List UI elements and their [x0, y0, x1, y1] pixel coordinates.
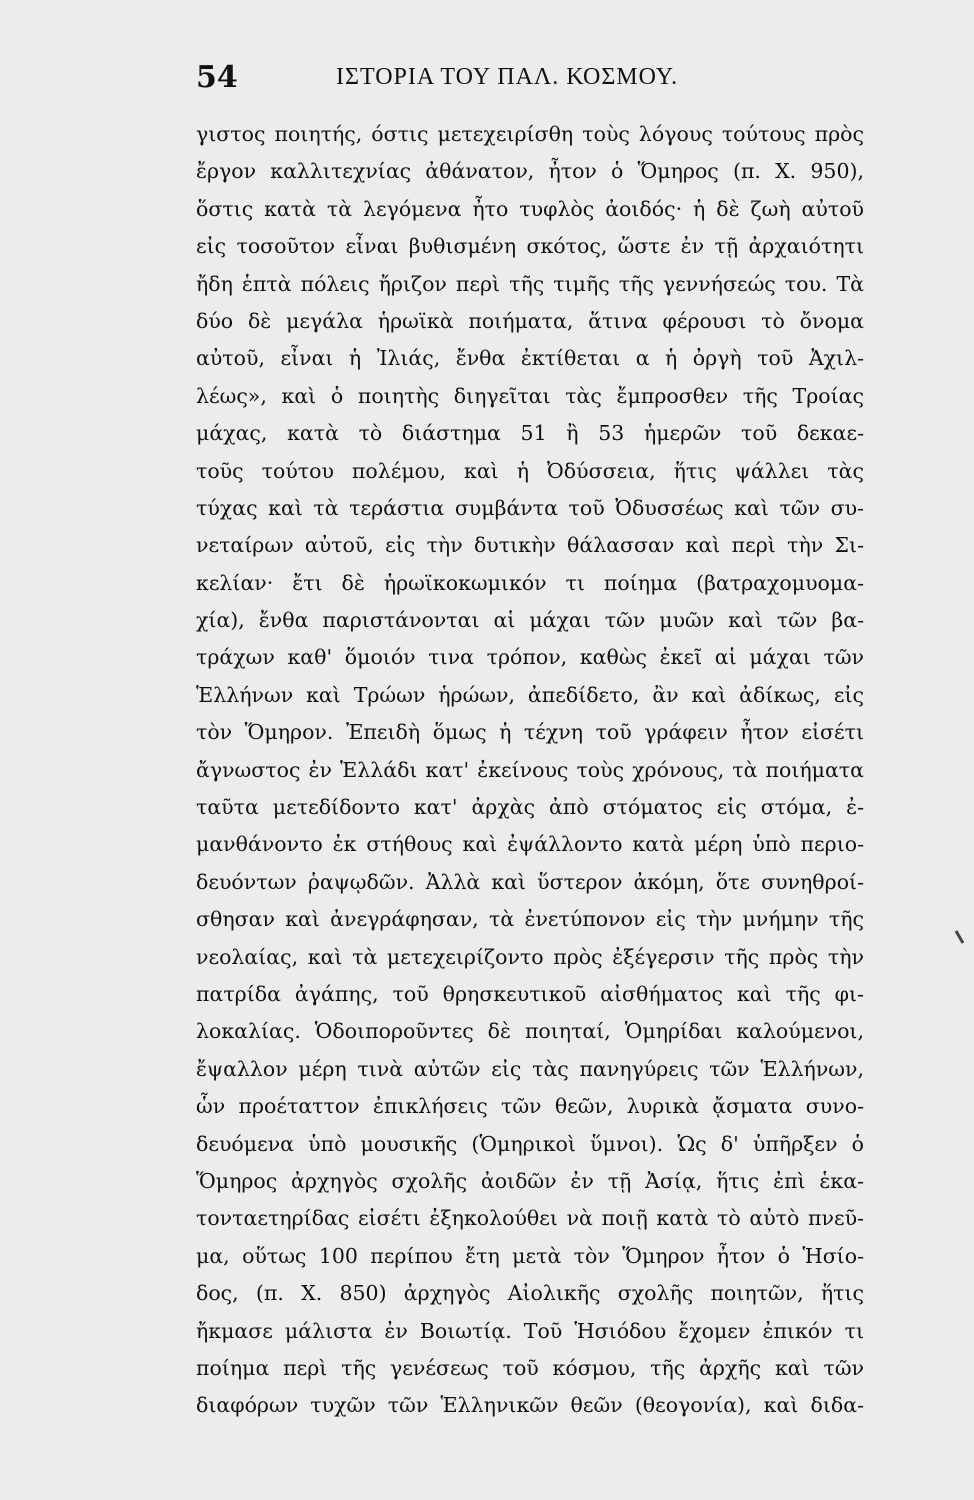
running-head: ΙΣΤΟΡΙΑ ΤΟΥ ΠΑΛ. ΚΟΣΜΟΥ. — [336, 64, 679, 90]
text-line: εἰς τοσοῦτον εἶναι βυθισμένη σκότος, ὥστε ἐν τῇ ἀρχαιότητι — [196, 234, 864, 259]
text-line: ἄγνωστος ἐν Ἑλλάδι κατ' ἐκείνους τοὺς χρόνους, τὰ ποιήματα — [196, 757, 864, 782]
text-line: γιστος ποιητής, όστις μετεχειρίσθη τοὺς λόγους τούτους πρὸς — [196, 122, 864, 146]
text-line: Ἑλλήνων καὶ Τρώων ἡρώων, ἀπεδίδετο, ἂν καὶ ἀδίκως, εἰς — [196, 682, 864, 707]
print-speck — [955, 930, 965, 944]
text-line: ἤκμασε μάλιστα ἐν Βοιωτίᾳ. Τοῦ Ἡσιόδου ἔχομεν ἐπικόν τι — [196, 1318, 864, 1343]
text-line: μάχας, κατὰ τὸ διάστημα 51 ἢ 53 ἡμερῶν τοῦ δεκαε- — [196, 421, 864, 446]
text-line: αὐτοῦ, εἶναι ἡ Ἰλιάς, ἔνθα ἐκτίθεται α ἡ ὀργὴ τοῦ Ἀχιλ- — [196, 346, 864, 371]
text-line: ταῦτα μετεδίδοντο κατ' ἀρχὰς ἀπὸ στόματος εἰς στόμα, ἐ- — [196, 795, 864, 820]
text-line: δευόμενα ὑπὸ μουσικῆς (Ὁμηρικοὶ ὕμνοι). Ὡς δ' ὑπῆρξεν ὁ — [196, 1131, 864, 1156]
text-line: πατρίδα ἀγάπης, τοῦ θρησκευτικοῦ αἰσθήματος καὶ τῆς φι- — [196, 981, 864, 1006]
text-line: μανθάνοντο ἐκ στήθους καὶ ἐψάλλοντο κατὰ μέρη ὑπὸ περιο- — [196, 832, 864, 857]
text-line: ποίημα περὶ τῆς γενέσεως τοῦ κόσμου, τῆς ἀρχῆς καὶ τῶν — [196, 1355, 864, 1380]
text-line: λέως», καὶ ὁ ποιητὴς διηγεῖται τὰς ἔμπροσθεν τῆς Τροίας — [196, 383, 864, 408]
text-line: ἤδη ἑπτὰ πόλεις ἤριζον περὶ τῆς τιμῆς τῆς γεννήσεώς του. Τὰ — [196, 271, 864, 296]
text-line: τύχας καὶ τὰ τεράστια συμβάντα τοῦ Ὀδυσσέως καὶ τῶν συ- — [196, 495, 864, 520]
text-line: ἔψαλλον μέρη τινὰ αὐτῶν εἰς τὰς πανηγύρεις τῶν Ἑλλήνων, — [196, 1056, 864, 1081]
text-line: χία), ἔνθα παριστάνονται αἱ μάχαι τῶν μυῶν καὶ τῶν βα- — [196, 608, 864, 633]
text-line: ἔργον καλλιτεχνίας ἀθάνατον, ἦτον ὁ Ὅμηρος (π. Χ. 950), — [196, 159, 864, 184]
text-line: νεταίρων αὐτοῦ, εἰς τὴν δυτικὴν θάλασσαν καὶ περὶ τὴν Σι- — [196, 533, 864, 558]
text-line: δος, (π. Χ. 850) ἀρχηγὸς Αἰολικῆς σχολῆς ποιητῶν, ἥτις — [196, 1281, 864, 1306]
text-line: σθησαν καὶ ἀνεγράφησαν, τὰ ἐνετύπονον εἰς τὴν μνήμην τῆς — [196, 907, 864, 932]
text-line: Ὅμηρος ἀρχηγὸς σχολῆς ἀοιδῶν ἐν τῇ Ἀσίᾳ, ἥτις ἐπὶ ἑκα- — [196, 1168, 864, 1193]
text-line: νεολαίας, καὶ τὰ μετεχειρίζοντο πρὸς ἐξέγερσιν τῆς πρὸς τὴν — [196, 944, 864, 969]
text-line: λοκαλίας. Ὁδοιποροῦντες δὲ ποιηταί, Ὁμηρίδαι καλούμενοι, — [196, 1019, 864, 1044]
text-line: διαφόρων τυχῶν τῶν Ἑλληνικῶν θεῶν (θεογονία), καὶ διδα- — [196, 1393, 864, 1418]
text-line: ὧν προέταττον ἐπικλήσεις τῶν θεῶν, λυρικὰ ᾄσματα συνο- — [196, 1094, 864, 1119]
text-line: τονταετηρίδας εἰσέτι ἐξηκολούθει νὰ ποιῇ κατὰ τὸ αὐτὸ πνεῦ- — [196, 1206, 864, 1231]
page-number: 54 — [196, 60, 238, 95]
text-line: δύο δὲ μεγάλα ἡρωϊκὰ ποιήματα, ἅτινα φέρουσι τὸ ὄνομα — [196, 308, 864, 333]
text-line: μα, οὕτως 100 περίπου ἔτη μετὰ τὸν Ὅμηρον ἦτον ὁ Ἡσίο- — [196, 1243, 864, 1268]
text-line: ὅστις κατὰ τὰ λεγόμενα ἦτο τυφλὸς ἀοιδός· ἡ δὲ ζωὴ αὐτοῦ — [196, 196, 864, 221]
body-text — [196, 116, 864, 1425]
text-line: τοῦς τούτου πολέμου, καὶ ἡ Ὀδύσσεια, ἥτις ψάλλει τὰς — [196, 458, 864, 483]
text-line: τὸν Ὅμηρον. Ἐπειδὴ ὅμως ἡ τέχνη τοῦ γράφειν ἦτον εἰσέτι — [196, 720, 864, 745]
page-header — [196, 60, 864, 100]
text-line: κελίαν· ἔτι δὲ ἡρωϊκοκωμικόν τι ποίημα (βατραχομυομα- — [196, 570, 864, 595]
text-line: δευόντων ῥαψῳδῶν. Ἀλλὰ καὶ ὕστερον ἀκόμη, ὅτε συνηθροί- — [196, 869, 864, 894]
text-line: τράχων καθ' ὅμοιόν τινα τρόπον, καθὼς ἐκεῖ αἱ μάχαι τῶν — [196, 645, 864, 670]
